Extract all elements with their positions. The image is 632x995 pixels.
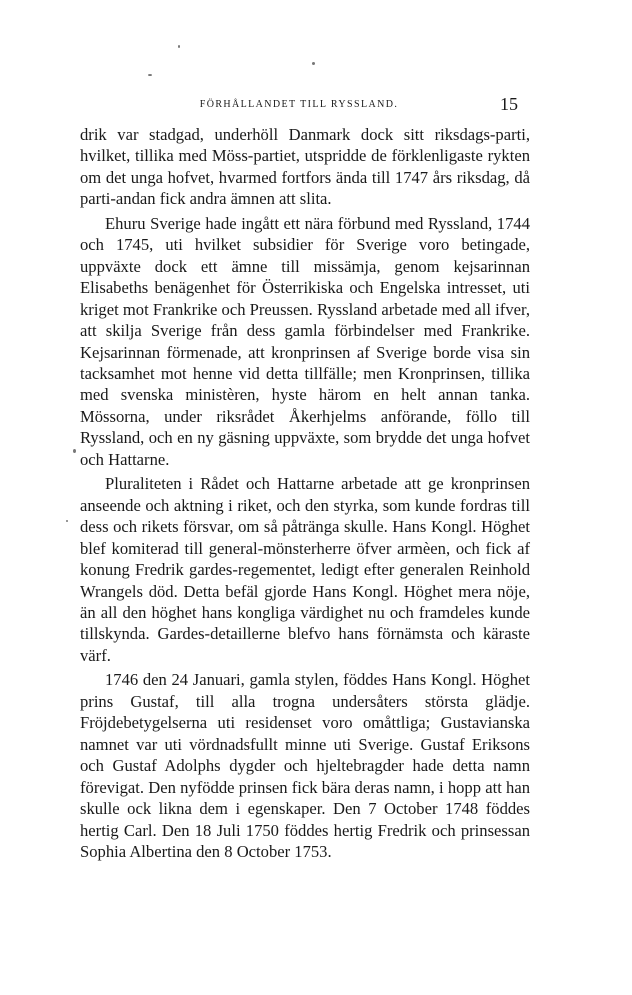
page-number: 15 bbox=[500, 94, 518, 114]
ink-speck bbox=[73, 449, 76, 453]
page-header bbox=[80, 94, 518, 116]
ink-speck bbox=[178, 45, 180, 48]
running-title: FÖRHÅLLANDET TILL RYSSLAND. bbox=[199, 99, 399, 110]
paragraph: Pluraliteten i Rådet och Hattarne arbetade att ge kronprinsen anseende och aktning i riket, och den styrka, som kunde fordras till dess och rikets försvar, om så påtränga skulle. Hans Kongl. Höghet blef komiterad till general-mönsterherre öfver armèen, och fick af konung Fredrik gardes-regementet, ledigt efter generalen Reinhold Wrangels död. Detta befäl gjorde Hans Kongl. Höghet mera nöje, än all den höghet hans kongliga värdighet nu och framdeles kunde tillskynda. Gardes-detaillerne blefvo hans förnämsta och käraste värf. bbox=[80, 474, 530, 665]
ink-speck bbox=[312, 62, 315, 65]
body-text bbox=[80, 124, 530, 865]
ink-speck bbox=[66, 520, 68, 522]
paragraph: Ehuru Sverige hade ingått ett nära förbund med Ryssland, 1744 och 1745, uti hvilket subsidier för Sverige voro betingade, uppväxte dock ett ämne till missämja, genom kejsarinnan Elisabeths benägenhet för Österrikiska och Engelska intresset, uti kriget mot Frankrike och Preussen. Ryssland arbetade med all ifver, att skilja Sverige från dess gamla förbindelser med Frankrike. Kejsarinnan förmenade, att kronprinsen af Sverige borde visa sin tacksamhet mot henne vid detta tillfälle; men Kronprinsen, tillika med svenska ministèren, hyste härom en helt annan tanka. Mössorna, under riksrådet Åkerhjelms anförande, föllo till Ryssland, och en ny gäsning uppväxte, som brydde det unga hofvet och Hattarne. bbox=[80, 213, 530, 469]
paragraph: 1746 den 24 Januari, gamla stylen, föddes Hans Kongl. Höghet prins Gustaf, till alla trogna undersåters största glädje. Fröjdebetygelserna uti residenset voro omåttliga; Gustavianska namnet var uti vördnadsfullt minne uti Sverige. Gustaf Eriksons och Gustaf Adolphs dygder och hjeltebragder hade detta namn förevigat. Den nyfödde prinsen fick bära deras namn, i hopp att han skulle ock likna dem i egenskaper. Den 7 October 1748 föddes hertig Carl. Den 18 Juli 1750 föddes hertig Fredrik och prinsessan Sophia Albertina den 8 October 1753. bbox=[80, 670, 530, 861]
paragraph: drik var stadgad, underhöll Danmark dock sitt riksdags-parti, hvilket, tillika med Möss-partiet, utspridde de förklenligaste rykten om det unga hofvet, hvarmed fortfors ända till 1747 års riksdag, då parti-andan fick andra ämnen att slita. bbox=[80, 125, 530, 209]
ink-speck bbox=[148, 74, 152, 76]
